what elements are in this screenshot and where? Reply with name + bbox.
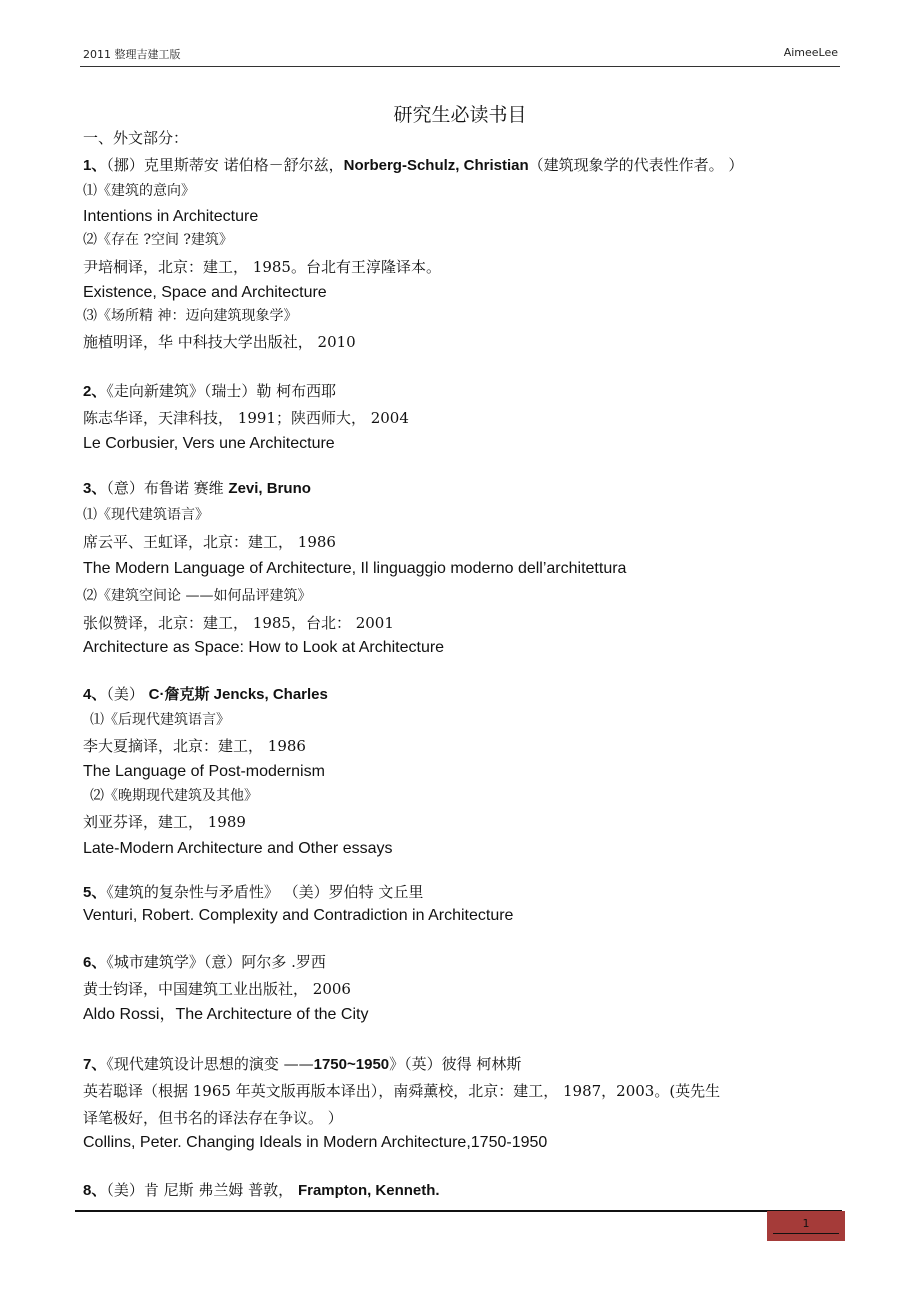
entry-7-heading: 7、《现代建筑设计思想的演变 ——1750~1950》（英）彼得 柯林斯 — [83, 1055, 522, 1073]
entry-1-sub-1-en: Intentions in Architecture — [83, 208, 259, 225]
entry-1-sub-3-pub: 施植明译，华 中科技大学出版社， 2010 — [83, 333, 356, 351]
entry-4-sub-1: ⑴《后现代建筑语言》 — [90, 712, 230, 728]
entry-4-heading: 4、（美） C·詹克斯 Jencks, Charles — [83, 685, 328, 703]
entry-1-sub-3: ⑶《场所精 神：迈向建筑现象学》 — [83, 308, 298, 324]
page-number-underline — [773, 1233, 839, 1234]
entry-6-pub: 黄士钧译，中国建筑工业出版社， 2006 — [83, 980, 351, 998]
entry-4-sub-1-en: The Language of Post-modernism — [83, 763, 325, 780]
entry-1-sub-2-pub: 尹培桐译，北京：建工， 1985。台北有王淳隆译本。 — [83, 258, 441, 276]
page-title: 研究生必读书目 — [393, 104, 527, 126]
entry-number: 1、 — [83, 157, 107, 174]
header-rule — [80, 66, 840, 67]
entry-3-sub-1: ⑴《现代建筑语言》 — [83, 507, 209, 523]
entry-6-heading: 6、《城市建筑学》（意）阿尔多 .罗西 — [83, 953, 326, 971]
entry-2-heading: 2、《走向新建筑》（瑞士）勒 柯布西耶 — [83, 382, 337, 400]
entry-7-en: Collins, Peter. Changing Ideals in Modern Architecture,1750-1950 — [83, 1134, 548, 1151]
entry-3-sub-1-en: The Modern Language of Architecture, Il linguaggio moderno dell’architettura — [83, 560, 627, 577]
entry-2-en: Le Corbusier, Vers une Architecture — [83, 435, 335, 452]
header-left: 2011 整理吉建工版 — [83, 48, 181, 61]
entry-4-sub-1-pub: 李大夏摘译，北京：建工， 1986 — [83, 737, 306, 755]
entry-3-heading: 3、（意）布鲁诺 赛维 Zevi, Bruno — [83, 479, 311, 497]
entry-5-en: Venturi, Robert. Complexity and Contradiction in Architecture — [83, 907, 514, 924]
entry-1-sub-2-en: Existence, Space and Architecture — [83, 284, 327, 301]
header-right: AimeeLee — [783, 46, 838, 59]
entry-4-sub-2-en: Late-Modern Architecture and Other essays — [83, 840, 393, 857]
entry-4-sub-2-pub: 刘亚芬译，建工， 1989 — [83, 813, 246, 831]
entry-6-en: Aldo Rossi，The Architecture of the City — [83, 1006, 369, 1023]
entry-1-sub-1: ⑴《建筑的意向》 — [83, 183, 195, 199]
entry-2-pub: 陈志华译，天津科技， 1991；陕西师大， 2004 — [83, 409, 409, 427]
entry-7-pub-2: 译笔极好，但书名的译法存在争议。 ） — [83, 1109, 343, 1127]
entry-3-sub-1-pub: 席云平、王虹译，北京：建工， 1986 — [83, 533, 336, 551]
entry-3-sub-2-pub: 张似赞译，北京：建工， 1985，台北： 2001 — [83, 614, 394, 632]
page-number-badge — [767, 1211, 845, 1241]
entry-4-sub-2: ⑵《晚期现代建筑及其他》 — [90, 788, 258, 804]
entry-7-pub-1: 英若聪译（根据 1965 年英文版再版本译出），南舜薰校，北京：建工， 1987，2003。(英先生 — [83, 1082, 721, 1100]
entry-1-sub-2: ⑵《存在 ?空间 ?建筑》 — [83, 232, 233, 248]
entry-1-heading: 1、（挪）克里斯蒂安 诺伯格－舒尔兹，Norberg-Schulz, Christian（建筑现象学的代表性作者。 ） — [83, 156, 744, 174]
entry-3-sub-2: ⑵《建筑空间论 ——如何品评建筑》 — [83, 588, 312, 604]
section-heading: 一、外文部分： — [83, 129, 189, 147]
page-number: 1 — [802, 1217, 810, 1230]
entry-5-heading: 5、《建筑的复杂性与矛盾性》 （美）罗伯特 文丘里 — [83, 883, 424, 901]
entry-3-sub-2-en: Architecture as Space: How to Look at Architecture — [83, 639, 445, 656]
footer-rule — [75, 1210, 842, 1212]
entry-8-heading: 8、（美）肯 尼斯 弗兰姆 普敦， Frampton, Kenneth. — [83, 1181, 440, 1199]
